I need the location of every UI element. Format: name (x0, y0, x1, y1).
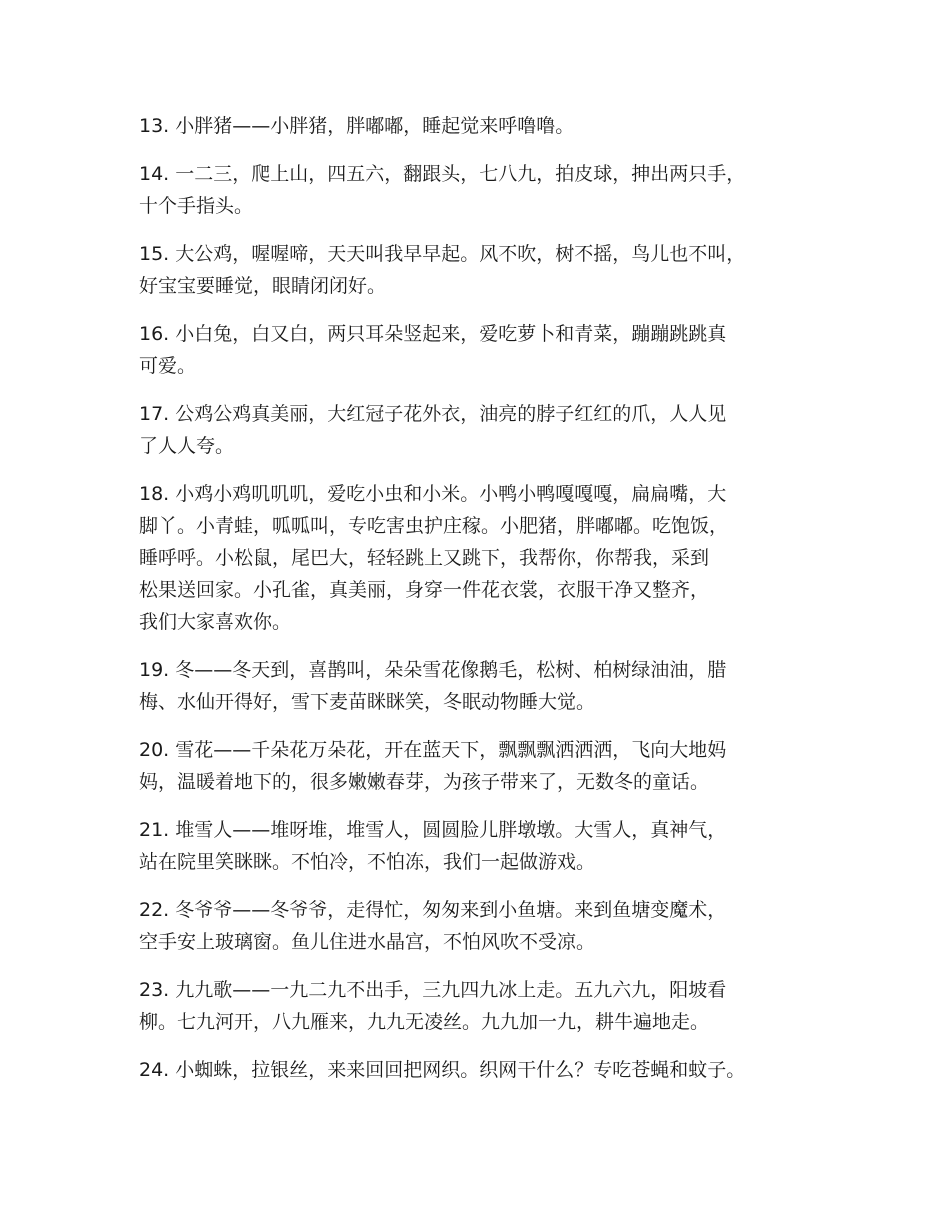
verse-item-22 (139, 894, 799, 958)
verse-item-14 (139, 158, 799, 222)
verse-item-23 (139, 974, 799, 1038)
verse-item-15 (139, 238, 799, 302)
verse-item-19 (139, 654, 799, 718)
verse-line: 空手安上玻璃窗。鱼儿住进水晶宫，不怕风吹不受凉。 (139, 931, 596, 953)
document-page (139, 110, 799, 1102)
verse-line: 脚丫。小青蛙，呱呱叫，专吃害虫护庄稼。小肥猪，胖嘟嘟。吃饱饭， (139, 515, 729, 537)
verse-item-13 (139, 110, 799, 142)
verse-item-18 (139, 478, 799, 638)
verse-line: 松果送回家。小孔雀，真美丽，身穿一件花衣裳，衣服干净又整齐， (139, 579, 710, 601)
verse-line: 好宝宝要睡觉，眼睛闭闭好。 (139, 275, 387, 297)
verse-line: 22. 冬爷爷——冬爷爷，走得忙，匆匆来到小鱼塘。来到鱼塘变魔术， (139, 899, 727, 921)
verse-item-20 (139, 734, 799, 798)
verse-line: 17. 公鸡公鸡真美丽，大红冠子花外衣，油亮的脖子红红的爪，人人见 (139, 403, 727, 425)
verse-line: 妈，温暖着地下的，很多嫩嫩春芽，为孩子带来了，无数冬的童话。 (139, 771, 710, 793)
verse-line: 我们大家喜欢你。 (139, 611, 292, 633)
verse-line: 21. 堆雪人——堆呀堆，堆雪人，圆圆脸儿胖墩墩。大雪人，真神气， (139, 819, 727, 841)
verse-line: 睡呼呼。小松鼠，尾巴大，轻轻跳上又跳下，我帮你，你帮我，采到 (139, 547, 710, 569)
verse-line: 梅、水仙开得好，雪下麦苗眯眯笑，冬眠动物睡大觉。 (139, 691, 596, 713)
verse-item-17 (139, 398, 799, 462)
verse-line: 18. 小鸡小鸡叽叽叽，爱吃小虫和小米。小鸭小鸭嘎嘎嘎，扁扁嘴，大 (139, 483, 727, 505)
verse-line: 19. 冬——冬天到，喜鹊叫，朵朵雪花像鹅毛，松树、柏树绿油油，腊 (139, 659, 727, 681)
verse-line: 16. 小白兔，白又白，两只耳朵竖起来，爱吃萝卜和青菜，蹦蹦跳跳真 (139, 323, 727, 345)
verse-line: 23. 九九歌——一九二九不出手，三九四九冰上走。五九六九，阳坡看 (139, 979, 727, 1001)
verse-line: 14. 一二三，爬上山，四五六，翻跟头，七八九，拍皮球，抻出两只手， (139, 163, 746, 185)
verse-line: 24. 小蜘蛛，拉银丝，来来回回把网织。织网干什么？专吃苍蝇和蚊子。 (139, 1059, 746, 1081)
verse-line: 20. 雪花——千朵花万朵花，开在蓝天下，飘飘飘洒洒洒，飞向大地妈 (139, 739, 727, 761)
verse-item-16 (139, 318, 799, 382)
verse-line: 15. 大公鸡，喔喔啼，天天叫我早早起。风不吹，树不摇，鸟儿也不叫， (139, 243, 746, 265)
verse-line: 13. 小胖猪——小胖猪，胖嘟嘟，睡起觉来呼噜噜。 (139, 115, 575, 137)
verse-line: 可爱。 (139, 355, 197, 377)
verse-line: 柳。七九河开，八九雁来，九九无凌丝。九九加一九，耕牛遍地走。 (139, 1011, 710, 1033)
verse-item-24 (139, 1054, 799, 1086)
verse-item-21 (139, 814, 799, 878)
verse-line: 十个手指头。 (139, 195, 254, 217)
verse-line: 了人人夸。 (139, 435, 235, 457)
verse-line: 站在院里笑眯眯。不怕冷，不怕冻，我们一起做游戏。 (139, 851, 596, 873)
